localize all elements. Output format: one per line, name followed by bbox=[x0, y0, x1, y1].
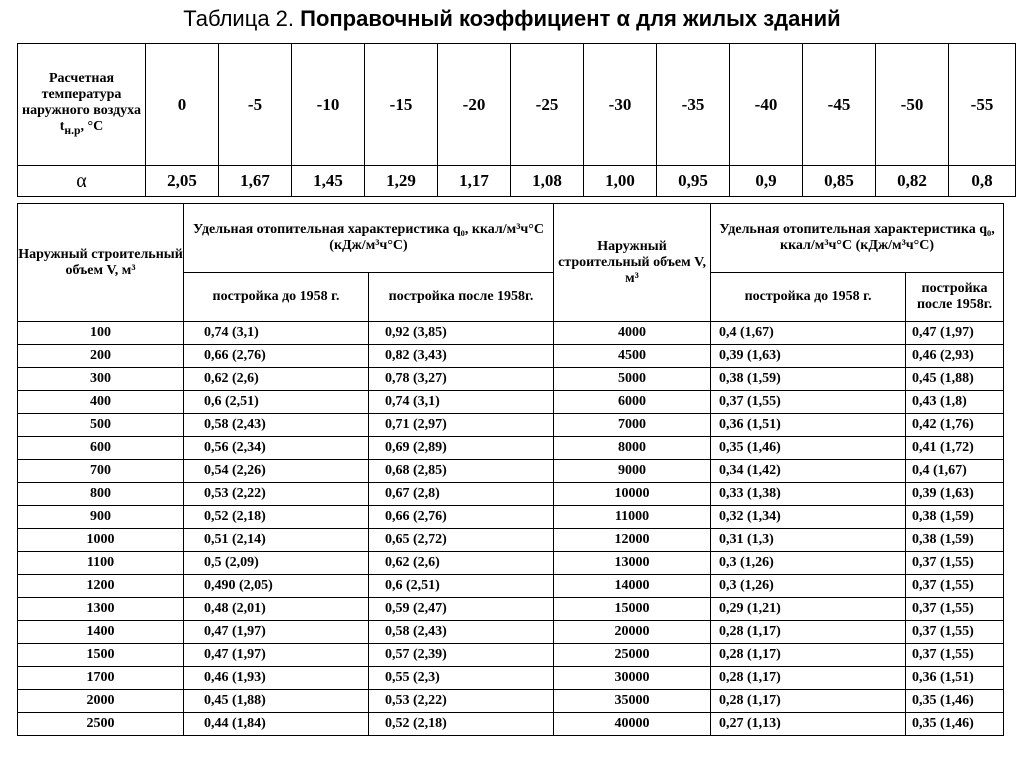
table-row bbox=[18, 575, 1004, 598]
characteristic-header-left: Удельная отопительная характеристика q₀, ккал/м³ч°С (кДж/м³ч°С) bbox=[184, 204, 554, 273]
temperature-cell: -50 bbox=[876, 44, 949, 166]
cell-volume-left: 1000 bbox=[18, 529, 184, 552]
cell-volume-left: 1500 bbox=[18, 644, 184, 667]
alpha-value-cell: 0,95 bbox=[657, 166, 730, 197]
cell-before-1958-left: 0,74 (3,1) bbox=[184, 322, 369, 345]
cell-before-1958-right: 0,28 (1,17) bbox=[711, 690, 906, 713]
cell-volume-right: 5000 bbox=[554, 368, 711, 391]
cell-before-1958-right: 0,3 (1,26) bbox=[711, 552, 906, 575]
cell-after-1958-right: 0,46 (2,93) bbox=[906, 345, 1004, 368]
cell-after-1958-left: 0,6 (2,51) bbox=[369, 575, 554, 598]
title-prefix: Таблица 2. bbox=[183, 6, 301, 31]
cell-after-1958-left: 0,74 (3,1) bbox=[369, 391, 554, 414]
table-row bbox=[18, 368, 1004, 391]
cell-after-1958-left: 0,58 (2,43) bbox=[369, 621, 554, 644]
cell-before-1958-left: 0,47 (1,97) bbox=[184, 644, 369, 667]
cell-volume-left: 2000 bbox=[18, 690, 184, 713]
temperature-cell: 0 bbox=[146, 44, 219, 166]
table-row bbox=[18, 345, 1004, 368]
cell-after-1958-left: 0,52 (2,18) bbox=[369, 713, 554, 736]
table-row bbox=[18, 621, 1004, 644]
title-main: Поправочный коэффициент α для жилых зданий bbox=[300, 6, 841, 31]
alpha-value-cell: 1,45 bbox=[292, 166, 365, 197]
cell-after-1958-right: 0,41 (1,72) bbox=[906, 437, 1004, 460]
table-row bbox=[18, 598, 1004, 621]
cell-after-1958-right: 0,42 (1,76) bbox=[906, 414, 1004, 437]
temperature-row bbox=[18, 44, 1016, 166]
cell-volume-left: 200 bbox=[18, 345, 184, 368]
cell-after-1958-right: 0,37 (1,55) bbox=[906, 621, 1004, 644]
cell-after-1958-right: 0,37 (1,55) bbox=[906, 575, 1004, 598]
cell-after-1958-left: 0,78 (3,27) bbox=[369, 368, 554, 391]
cell-volume-right: 8000 bbox=[554, 437, 711, 460]
subheader-after-1958-left: постройка после 1958г. bbox=[369, 273, 554, 322]
table-row bbox=[18, 391, 1004, 414]
cell-volume-left: 800 bbox=[18, 483, 184, 506]
cell-volume-right: 6000 bbox=[554, 391, 711, 414]
cell-after-1958-left: 0,57 (2,39) bbox=[369, 644, 554, 667]
cell-volume-right: 4500 bbox=[554, 345, 711, 368]
cell-after-1958-right: 0,35 (1,46) bbox=[906, 690, 1004, 713]
alpha-value-cell: 0,82 bbox=[876, 166, 949, 197]
table-row bbox=[18, 506, 1004, 529]
alpha-value-cell: 0,85 bbox=[803, 166, 876, 197]
temperature-cell: -10 bbox=[292, 44, 365, 166]
cell-before-1958-left: 0,54 (2,26) bbox=[184, 460, 369, 483]
cell-after-1958-left: 0,53 (2,22) bbox=[369, 690, 554, 713]
cell-before-1958-left: 0,5 (2,09) bbox=[184, 552, 369, 575]
cell-before-1958-right: 0,36 (1,51) bbox=[711, 414, 906, 437]
cell-volume-left: 500 bbox=[18, 414, 184, 437]
cell-after-1958-left: 0,66 (2,76) bbox=[369, 506, 554, 529]
alpha-table bbox=[17, 43, 1016, 197]
cell-volume-left: 1100 bbox=[18, 552, 184, 575]
cell-volume-left: 1700 bbox=[18, 667, 184, 690]
cell-volume-left: 1200 bbox=[18, 575, 184, 598]
cell-volume-left: 400 bbox=[18, 391, 184, 414]
cell-before-1958-right: 0,33 (1,38) bbox=[711, 483, 906, 506]
cell-after-1958-left: 0,55 (2,3) bbox=[369, 667, 554, 690]
cell-before-1958-right: 0,39 (1,63) bbox=[711, 345, 906, 368]
cell-volume-left: 300 bbox=[18, 368, 184, 391]
cell-volume-right: 14000 bbox=[554, 575, 711, 598]
cell-after-1958-right: 0,38 (1,59) bbox=[906, 506, 1004, 529]
cell-volume-right: 35000 bbox=[554, 690, 711, 713]
cell-before-1958-left: 0,47 (1,97) bbox=[184, 621, 369, 644]
heating-characteristic-table bbox=[17, 203, 1004, 736]
cell-before-1958-right: 0,38 (1,59) bbox=[711, 368, 906, 391]
cell-before-1958-right: 0,31 (1,3) bbox=[711, 529, 906, 552]
cell-volume-right: 10000 bbox=[554, 483, 711, 506]
cell-before-1958-right: 0,35 (1,46) bbox=[711, 437, 906, 460]
cell-after-1958-right: 0,43 (1,8) bbox=[906, 391, 1004, 414]
cell-after-1958-left: 0,67 (2,8) bbox=[369, 483, 554, 506]
subheader-before-1958-right: постройка до 1958 г. bbox=[711, 273, 906, 322]
table-row bbox=[18, 529, 1004, 552]
cell-before-1958-left: 0,6 (2,51) bbox=[184, 391, 369, 414]
table-row bbox=[18, 690, 1004, 713]
alpha-value-cell: 1,29 bbox=[365, 166, 438, 197]
cell-after-1958-left: 0,71 (2,97) bbox=[369, 414, 554, 437]
alpha-value-cell: 1,17 bbox=[438, 166, 511, 197]
cell-before-1958-left: 0,490 (2,05) bbox=[184, 575, 369, 598]
cell-before-1958-right: 0,34 (1,42) bbox=[711, 460, 906, 483]
cell-after-1958-right: 0,38 (1,59) bbox=[906, 529, 1004, 552]
cell-before-1958-right: 0,28 (1,17) bbox=[711, 621, 906, 644]
cell-before-1958-right: 0,37 (1,55) bbox=[711, 391, 906, 414]
table-row bbox=[18, 322, 1004, 345]
cell-after-1958-left: 0,62 (2,6) bbox=[369, 552, 554, 575]
table-row bbox=[18, 414, 1004, 437]
cell-after-1958-right: 0,45 (1,88) bbox=[906, 368, 1004, 391]
cell-after-1958-left: 0,82 (3,43) bbox=[369, 345, 554, 368]
subheader-after-1958-right: постройка после 1958г. bbox=[906, 273, 1004, 322]
cell-after-1958-right: 0,36 (1,51) bbox=[906, 667, 1004, 690]
alpha-value-cell: 2,05 bbox=[146, 166, 219, 197]
table-row bbox=[18, 667, 1004, 690]
alpha-value-cell: 0,8 bbox=[949, 166, 1016, 197]
cell-after-1958-right: 0,37 (1,55) bbox=[906, 644, 1004, 667]
cell-volume-right: 9000 bbox=[554, 460, 711, 483]
alpha-symbol: α bbox=[18, 166, 146, 197]
temperature-cell: -15 bbox=[365, 44, 438, 166]
temperature-cell: -55 bbox=[949, 44, 1016, 166]
cell-after-1958-right: 0,4 (1,67) bbox=[906, 460, 1004, 483]
cell-before-1958-left: 0,45 (1,88) bbox=[184, 690, 369, 713]
cell-before-1958-left: 0,48 (2,01) bbox=[184, 598, 369, 621]
cell-before-1958-right: 0,3 (1,26) bbox=[711, 575, 906, 598]
temperature-cell: -40 bbox=[730, 44, 803, 166]
cell-volume-right: 30000 bbox=[554, 667, 711, 690]
cell-after-1958-right: 0,37 (1,55) bbox=[906, 552, 1004, 575]
table-row bbox=[18, 483, 1004, 506]
temperature-row-label: Расчетная температура наружного воздуха $t_{н.р}$, °С bbox=[18, 44, 146, 166]
page-title bbox=[0, 4, 1024, 34]
cell-before-1958-left: 0,58 (2,43) bbox=[184, 414, 369, 437]
cell-volume-right: 20000 bbox=[554, 621, 711, 644]
temperature-cell: -35 bbox=[657, 44, 730, 166]
cell-after-1958-left: 0,65 (2,72) bbox=[369, 529, 554, 552]
cell-before-1958-left: 0,66 (2,76) bbox=[184, 345, 369, 368]
cell-after-1958-right: 0,35 (1,46) bbox=[906, 713, 1004, 736]
cell-after-1958-right: 0,39 (1,63) bbox=[906, 483, 1004, 506]
characteristic-header-right: Удельная отопительная характеристика q₀, ккал/м³ч°С (кДж/м³ч°С) bbox=[711, 204, 1004, 273]
temperature-cell: -5 bbox=[219, 44, 292, 166]
cell-after-1958-right: 0,37 (1,55) bbox=[906, 598, 1004, 621]
cell-after-1958-right: 0,47 (1,97) bbox=[906, 322, 1004, 345]
alpha-value-cell: 1,67 bbox=[219, 166, 292, 197]
alpha-value-cell: 1,00 bbox=[584, 166, 657, 197]
cell-volume-right: 4000 bbox=[554, 322, 711, 345]
volume-header-left: Наружный строительный объем V, м³ bbox=[18, 204, 184, 322]
table-row bbox=[18, 552, 1004, 575]
temperature-cell: -25 bbox=[511, 44, 584, 166]
cell-after-1958-left: 0,68 (2,85) bbox=[369, 460, 554, 483]
cell-after-1958-left: 0,92 (3,85) bbox=[369, 322, 554, 345]
cell-before-1958-left: 0,52 (2,18) bbox=[184, 506, 369, 529]
cell-volume-right: 15000 bbox=[554, 598, 711, 621]
temperature-cell: -45 bbox=[803, 44, 876, 166]
table-row bbox=[18, 713, 1004, 736]
cell-volume-left: 2500 bbox=[18, 713, 184, 736]
cell-volume-right: 40000 bbox=[554, 713, 711, 736]
table2-header-row-1 bbox=[18, 204, 1004, 273]
cell-volume-left: 900 bbox=[18, 506, 184, 529]
cell-before-1958-right: 0,4 (1,67) bbox=[711, 322, 906, 345]
cell-before-1958-left: 0,44 (1,84) bbox=[184, 713, 369, 736]
alpha-row bbox=[18, 166, 1016, 197]
cell-before-1958-left: 0,56 (2,34) bbox=[184, 437, 369, 460]
cell-before-1958-left: 0,51 (2,14) bbox=[184, 529, 369, 552]
volume-header-right: Наружный строительный объем V, м³ bbox=[554, 204, 711, 322]
cell-volume-left: 700 bbox=[18, 460, 184, 483]
cell-before-1958-right: 0,28 (1,17) bbox=[711, 644, 906, 667]
alpha-value-cell: 1,08 bbox=[511, 166, 584, 197]
cell-volume-right: 11000 bbox=[554, 506, 711, 529]
cell-volume-right: 12000 bbox=[554, 529, 711, 552]
cell-before-1958-right: 0,28 (1,17) bbox=[711, 667, 906, 690]
subheader-before-1958-left: постройка до 1958 г. bbox=[184, 273, 369, 322]
cell-before-1958-left: 0,53 (2,22) bbox=[184, 483, 369, 506]
cell-before-1958-right: 0,29 (1,21) bbox=[711, 598, 906, 621]
temperature-cell: -30 bbox=[584, 44, 657, 166]
cell-before-1958-right: 0,32 (1,34) bbox=[711, 506, 906, 529]
table-row bbox=[18, 644, 1004, 667]
cell-volume-right: 25000 bbox=[554, 644, 711, 667]
cell-before-1958-left: 0,62 (2,6) bbox=[184, 368, 369, 391]
temperature-cell: -20 bbox=[438, 44, 511, 166]
table-row bbox=[18, 437, 1004, 460]
alpha-value-cell: 0,9 bbox=[730, 166, 803, 197]
cell-volume-left: 600 bbox=[18, 437, 184, 460]
cell-volume-right: 7000 bbox=[554, 414, 711, 437]
cell-before-1958-right: 0,27 (1,13) bbox=[711, 713, 906, 736]
cell-after-1958-left: 0,59 (2,47) bbox=[369, 598, 554, 621]
cell-volume-left: 1400 bbox=[18, 621, 184, 644]
table-row bbox=[18, 460, 1004, 483]
cell-volume-left: 1300 bbox=[18, 598, 184, 621]
cell-volume-left: 100 bbox=[18, 322, 184, 345]
cell-after-1958-left: 0,69 (2,89) bbox=[369, 437, 554, 460]
cell-before-1958-left: 0,46 (1,93) bbox=[184, 667, 369, 690]
cell-volume-right: 13000 bbox=[554, 552, 711, 575]
